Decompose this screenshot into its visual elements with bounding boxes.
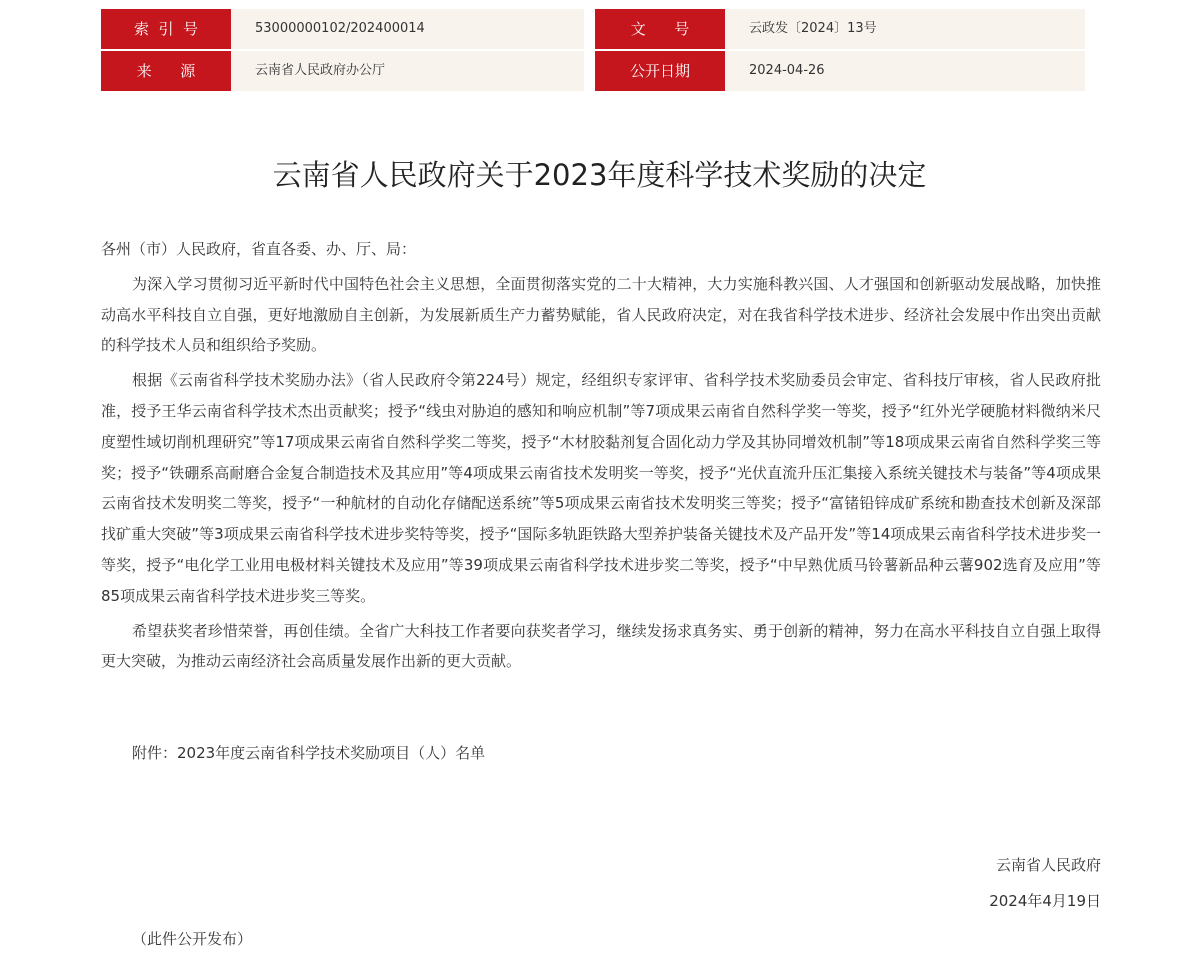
signer: 云南省人民政府 (995, 856, 1101, 874)
metadata-row-2 (101, 51, 1085, 91)
document-number-label: 文 号 (595, 9, 725, 49)
document-number-value: 云政发〔2024〕13号 (725, 9, 1085, 49)
attachment-link[interactable]: 附件：2023年度云南省科学技术奖励项目（人）名单 (132, 744, 486, 762)
salutation: 各州（市）人民政府，省直各委、办、厅、局： (101, 240, 417, 258)
source-value: 云南省人民政府办公厅 (231, 51, 584, 91)
document-body (101, 234, 1101, 681)
publish-date-label: 公开日期 (595, 51, 725, 91)
index-number-value: 53000000102/202400014 (231, 9, 584, 49)
document-metadata (101, 9, 1085, 91)
body-paragraph: 为深入学习贯彻习近平新时代中国特色社会主义思想，全面贯彻落实党的二十大精神，大力实施科教兴国、人才强国和创新驱动发展战略，加快推动高水平科技自立自强，更好地激励自主创新，为发展新质生产力蓄势赋能，省人民政府决定，对在我省科学技术进步、经济社会发展中作出突出贡献的科学技术人员和组织给予奖励。 (101, 274, 1101, 355)
body-paragraph: 希望获奖者珍惜荣誉，再创佳绩。全省广大科技工作者要向获奖者学习，继续发扬求真务实、勇于创新的精神，努力在高水平科技自立自强上取得更大突破，为推动云南经济社会高质量发展作出新的更大贡献。 (101, 621, 1101, 671)
metadata-row-1 (101, 9, 1085, 49)
document-title: 云南省人民政府关于2023年度科学技术奖励的决定 (272, 158, 927, 192)
body-paragraph: 根据《云南省科学技术奖励办法》（省人民政府令第224号）规定，经组织专家评审、省科学技术奖励委员会审定、省科技厅审核，省人民政府批准，授予王华云南省科学技术杰出贡献奖；授予“线虫对胁迫的感知和响应机制”等7项成果云南省自然科学奖一等奖，授予“红外光学硬脆材料微纳米尺度塑性域切削机理研究”等17项成果云南省自然科学奖二等奖，授予“木材胶黏剂复合固化动力学及其协同增效机制”等18项成果云南省自然科学奖三等奖；授予“铁硼系高耐磨合金复合制造技术及其应用”等4项成果云南省技术发明奖一等奖，授予“光伏直流升压汇集接入系统关键技术与装备”等4项成果云南省技术发明奖二等奖，授予“一种航材的自动化存储配送系统”等5项成果云南省技术发明奖三等奖；授予“富锗铅锌成矿系统和勘查技术创新及深部找矿重大突破”等3项成果云南省科学技术进步奖特等奖，授予“国际多轨距铁路大型养护装备关键技术及产品开发”等14项成果云南省科学技术进步奖一等奖，授予“电化学工业用电极材料关键技术及应用”等39项成果云南省科学技术进步奖二等奖，授予“中早熟优质马铃薯新品种云薯902选育及应用”等85项成果云南省科学技术进步奖三等奖。 (101, 371, 1101, 605)
source-label: 来 源 (101, 51, 231, 91)
publication-note: （此件公开发布） (132, 930, 253, 948)
index-number-label: 索 引 号 (101, 9, 231, 49)
sign-date: 2024年4月19日 (989, 892, 1101, 910)
publish-date-value: 2024-04-26 (725, 51, 1085, 91)
